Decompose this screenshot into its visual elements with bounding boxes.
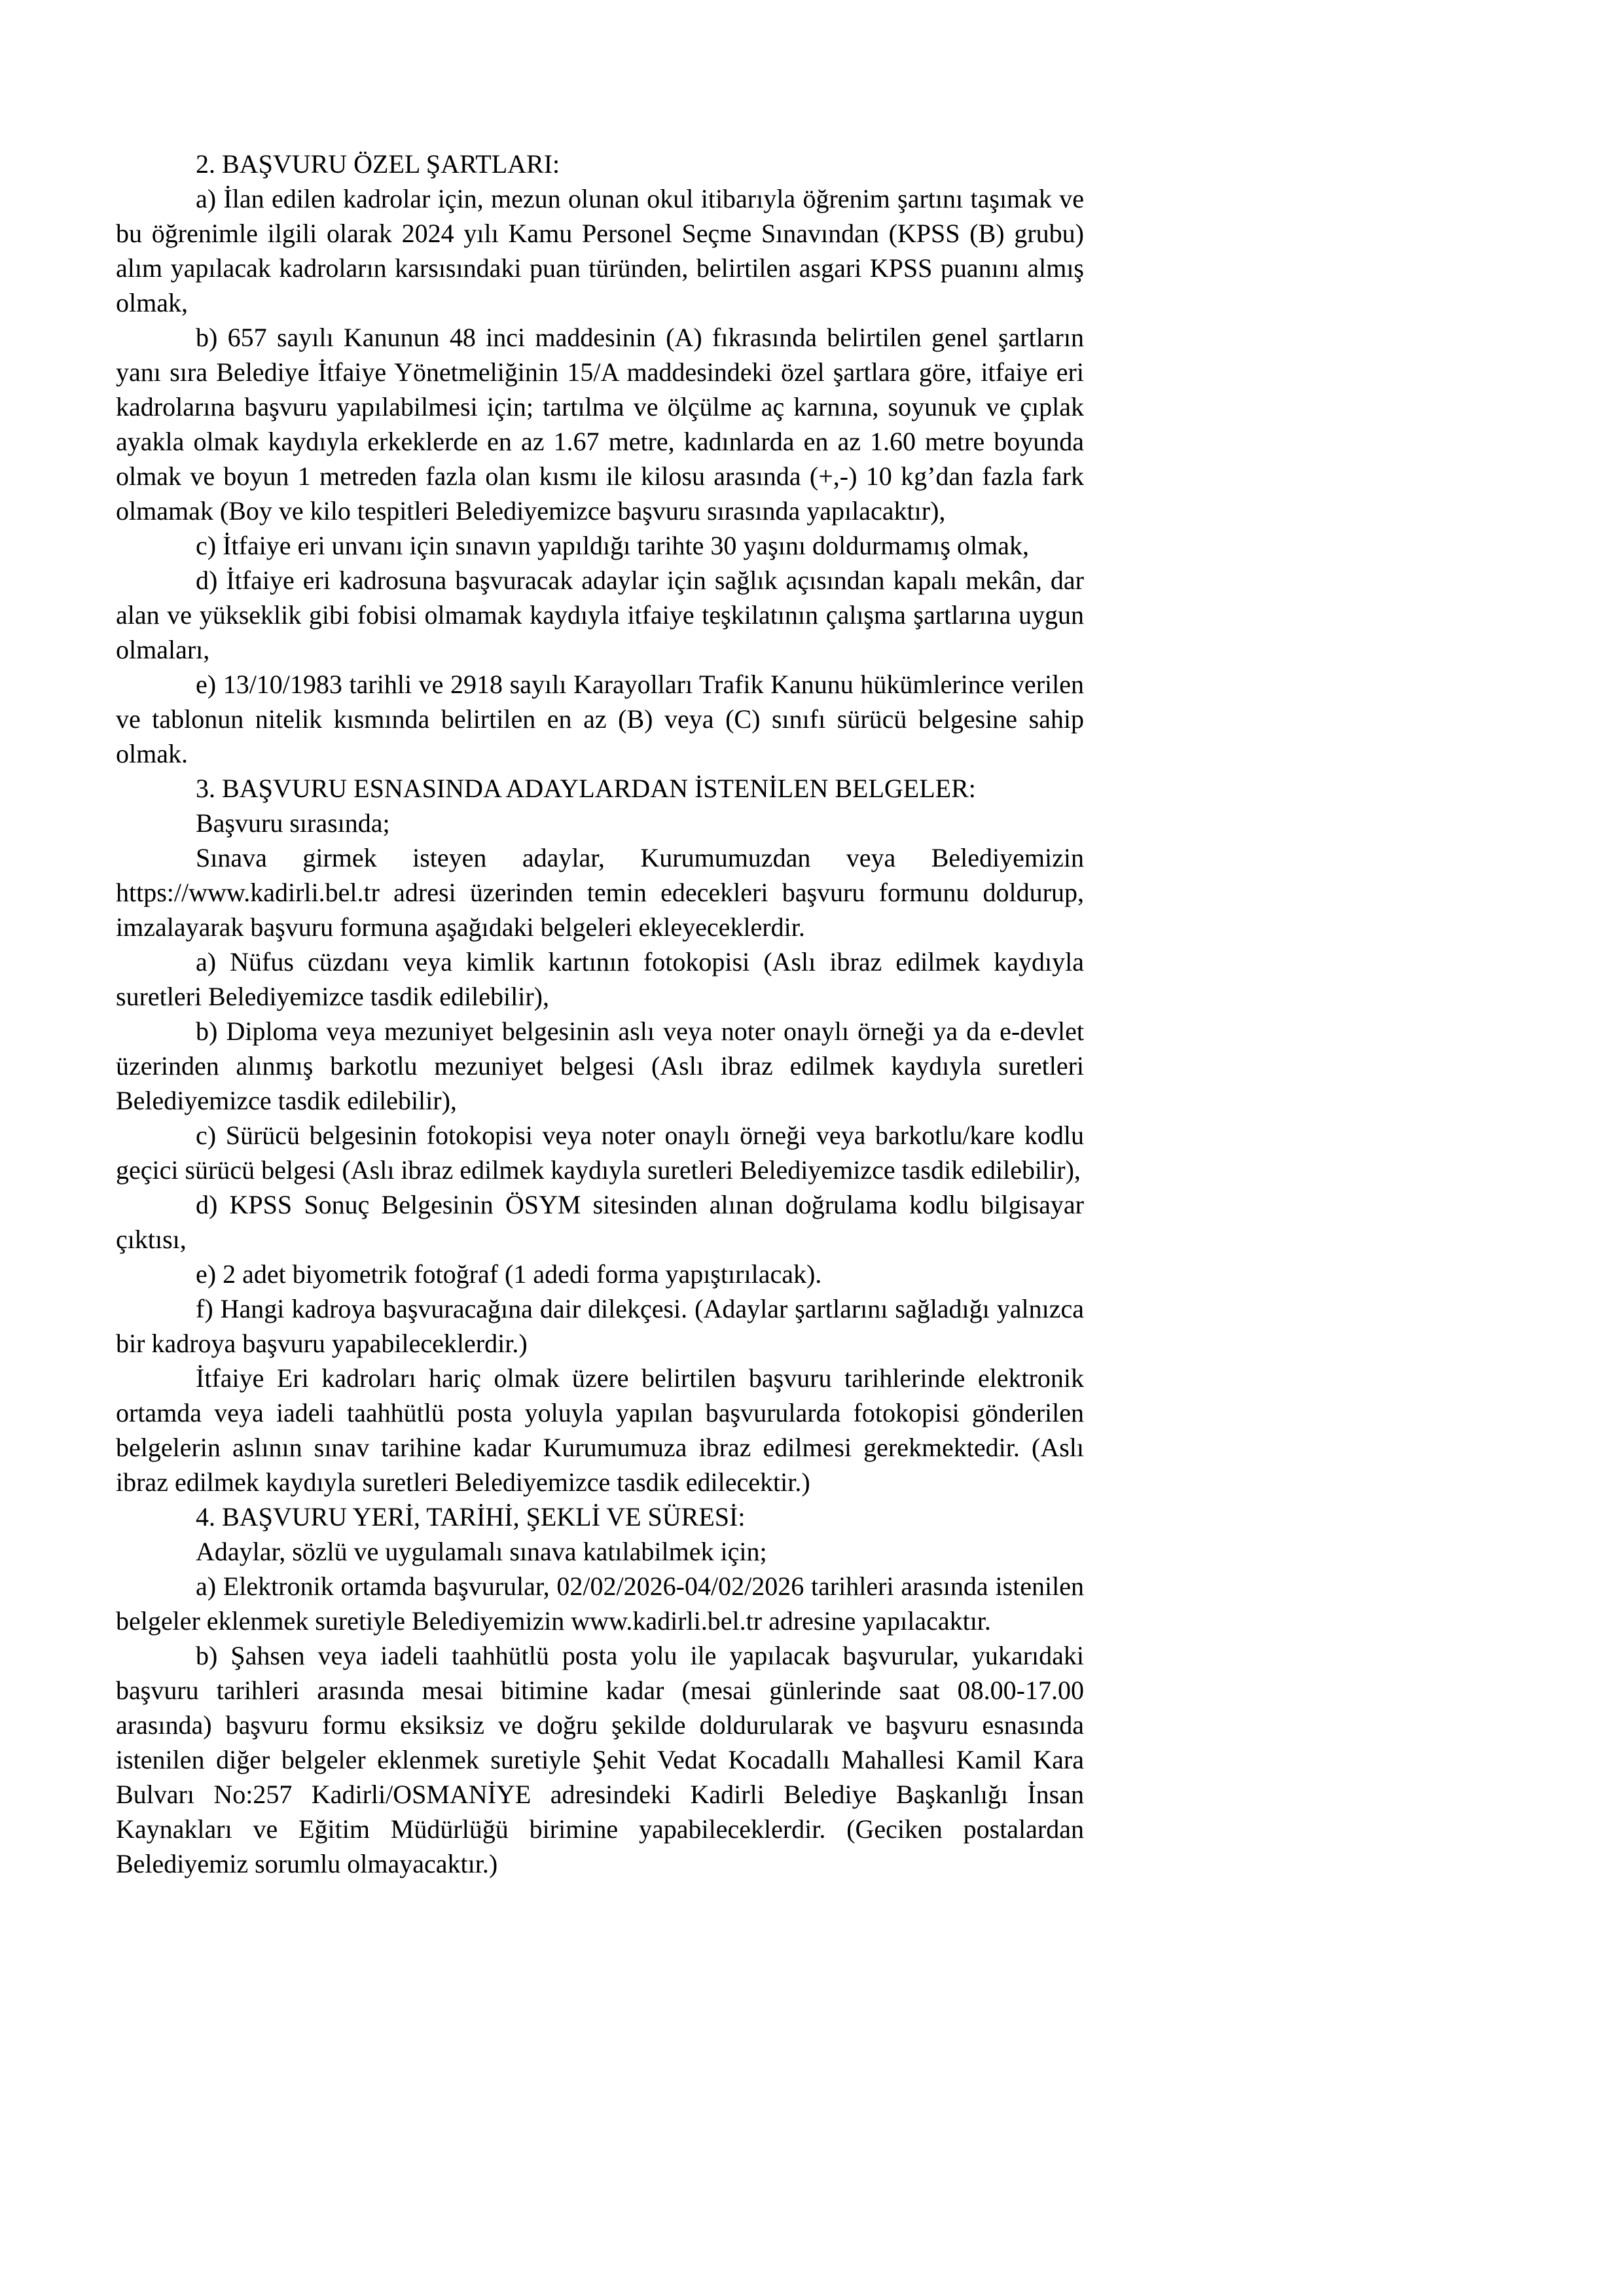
para-2d: d) İtfaiye eri kadrosuna başvuracak adaylar için sağlık açısından kapalı mekân, dar alan ve yükseklik gibi fobisi olmamak kaydıyla itfaiye teşkilatının çalışma şartlarına uygun olmaları, xyxy=(116,565,1084,664)
heading-basvuru-yeri-tarihi: 4. BAŞVURU YERİ, TARİHİ, ŞEKLİ VE SÜRESİ: xyxy=(196,1502,746,1532)
para-sinava-girmek-url: Sınava girmek isteyen adaylar, Kurumumuzdan veya Belediyemizin https://www.kadirli.bel.tr adresi üzerinden temin edecekleri başvuru formunu doldurup, imzalayarak başvuru formuna aşağıdaki belgeleri ekleyeceklerdir. xyxy=(116,843,1084,942)
para-3b: b) Diploma veya mezuniyet belgesinin aslı veya noter onaylı örneği ya da e-devlet üzerinden alınmış barkotlu mezuniyet belgesi (Aslı ibraz edilmek kaydıyla suretleri Belediyemizce tasdik edilebilir), xyxy=(116,1016,1084,1115)
para-3c: c) Sürücü belgesinin fotokopisi veya noter onaylı örneği veya barkotlu/kare kodlu geçici sürücü belgesi (Aslı ibraz edilmek kaydıyla suretleri Belediyemizce tasdik edilebilir), xyxy=(116,1121,1084,1185)
para-basvuru-sirasinda: Başvuru sırasında; xyxy=(196,808,390,838)
heading-basvuru-ozel-sartlari: 2. BAŞVURU ÖZEL ŞARTLARI: xyxy=(196,149,560,179)
para-2b: b) 657 sayılı Kanunun 48 inci maddesinin (A) fıkrasında belirtilen genel şartların yanı sıra Belediye İtfaiye Yönetmeliğinin 15/A maddesindeki özel şartlara göre, itfaiye eri kadrolarına başvuru yapılabilmesi için; tartılma ve ölçülme aç karnına, soyunuk ve çıplak ayakla olmak kaydıyla erkeklerde en az 1.67 metre, kadınlarda en az 1.60 metre boyunda olmak ve boyun 1 metreden fazla olan kısmı ile kilosu arasında (+,-) 10 kg’dan fazla fark olmamak (Boy ve kilo tespitleri Belediyemizce başvuru sırasında yapılacaktır), xyxy=(116,323,1084,526)
para-3d: d) KPSS Sonuç Belgesinin ÖSYM sitesinden alınan doğrulama kodlu bilgisayar çıktısı, xyxy=(116,1190,1084,1254)
para-adaylar-sozlu: Adaylar, sözlü ve uygulamalı sınava katılabilmek için; xyxy=(196,1537,767,1566)
para-4b: b) Şahsen veya iadeli taahhütlü posta yolu ile yapılacak başvurular, yukarıdaki başvuru tarihleri arasında mesai bitimine kadar (mesai günlerinde saat 08.00-17.00 arasında) başvuru formu eksiksiz ve doğru şekilde doldurularak ve başvuru esnasında istenilen diğer belgeler eklenmek suretiyle Şehit Vedat Kocadallı Mahallesi Kamil Kara Bulvarı No:257 Kadirli/OSMANİYE adresindeki Kadirli Belediye Başkanlığı İnsan Kaynakları ve Eğitim Müdürlüğü birimine yapabileceklerdir. (Geciken postalardan Belediyemiz sorumlu olmayacaktır.) xyxy=(116,1641,1084,1878)
document-text-block xyxy=(116,147,1084,1881)
para-2e: e) 13/10/1983 tarihli ve 2918 sayılı Karayolları Trafik Kanunu hükümlerince verilen ve tablonun nitelik kısmında belirtilen en az (B) veya (C) sınıfı sürücü belgesine sahip olmak. xyxy=(116,670,1084,768)
para-4a: a) Elektronik ortamda başvurular, 02/02/2026-04/02/2026 tarihleri arasında istenilen belgeler eklenmek suretiyle Belediyemizin www.kadirli.bel.tr adresine yapılacaktır. xyxy=(116,1571,1084,1636)
para-2a: a) İlan edilen kadrolar için, mezun olunan okul itibarıyla öğrenim şartını taşımak ve bu öğrenimle ilgili olarak 2024 yılı Kamu Personel Seçme Sınavından (KPSS (B) grubu) alım yapılacak kadroların karsısındaki puan türünden, belirtilen asgari KPSS puanını almış olmak, xyxy=(116,184,1084,317)
heading-istenilen-belgeler: 3. BAŞVURU ESNASINDA ADAYLARDAN İSTENİLEN BELGELER: xyxy=(196,774,976,803)
para-3a: a) Nüfus cüzdanı veya kimlik kartının fotokopisi (Aslı ibraz edilmek kaydıyla suretleri Belediyemizce tasdik edilebilir), xyxy=(116,947,1084,1011)
para-itfaiye-eri-haric: İtfaiye Eri kadroları hariç olmak üzere belirtilen başvuru tarihlerinde elektronik ortamda veya iadeli taahhütlü posta yoluyla yapılan başvurularda fotokopisi gönderilen belgelerin aslının sınav tarihine kadar Kurumumuza ibraz edilmesi gerekmektedir. (Aslı ibraz edilmek kaydıyla suretleri Belediyemizce tasdik edilecektir.) xyxy=(116,1363,1084,1497)
para-3f: f) Hangi kadroya başvuracağına dair dilekçesi. (Adaylar şartlarını sağladığı yalnızca bir kadroya başvuru yapabileceklerdir.) xyxy=(116,1294,1084,1358)
para-2c: c) İtfaiye eri unvanı için sınavın yapıldığı tarihte 30 yaşını doldurmamış olmak, xyxy=(196,531,1030,560)
para-3e: e) 2 adet biyometrik fotoğraf (1 adedi forma yapıştırılacak). xyxy=(196,1259,822,1289)
